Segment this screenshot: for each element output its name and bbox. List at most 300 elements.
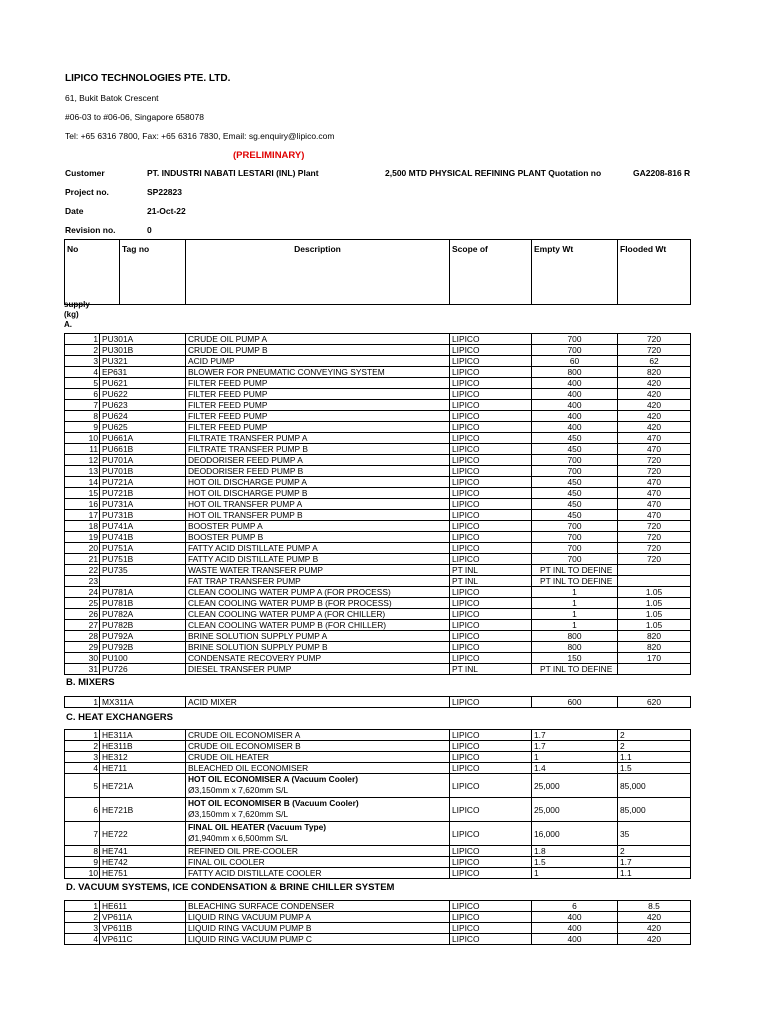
table-row [65,455,691,466]
flooded-weight: 470 [618,510,691,521]
table-row [65,912,691,923]
item-description: BRINE SOLUTION SUPPLY PUMP B [186,642,450,653]
flooded-weight: 62 [618,356,691,367]
flooded-weight: 420 [618,912,691,923]
company-address-line-2: #06-03 to #06-06, Singapore 658078 [65,112,204,122]
item-description [186,730,450,741]
tag-number: HE312 [100,752,186,763]
flooded-weight: 620 [618,697,691,708]
scope-of-supply: LIPICO [450,345,532,356]
scope-of-supply: LIPICO [450,653,532,664]
item-description: CRUDE OIL PUMP A [186,334,450,345]
tag-number: PU625 [100,422,186,433]
scope-of-supply: LIPICO [450,389,532,400]
flooded-weight: 2 [618,730,691,741]
scope-of-supply: LIPICO [450,587,532,598]
pumps-table [64,333,691,675]
scope-of-supply: LIPICO [450,455,532,466]
company-contact: Tel: +65 6316 7800, Fax: +65 6316 7830, Email: sg.enquiry@lipico.com [65,131,335,141]
scope-of-supply: PT INL [450,664,532,675]
tag-number: HE311B [100,741,186,752]
table-row [65,389,691,400]
item-description [186,752,450,763]
empty-weight: 700 [532,455,618,466]
scope-of-supply: LIPICO [450,598,532,609]
item-description: FATTY ACID DISTILLATE PUMP A [186,543,450,554]
scope-of-supply: LIPICO [450,730,532,741]
project-value: SP22823 [147,187,182,197]
empty-weight: 600 [532,697,618,708]
flooded-weight: 470 [618,499,691,510]
tag-number: PU741A [100,521,186,532]
table-row [65,378,691,389]
item-description: FILTRATE TRANSFER PUMP B [186,444,450,455]
item-description: FILTER FEED PUMP [186,389,450,400]
item-description: LIQUID RING VACUUM PUMP A [186,912,450,923]
scope-of-supply: LIPICO [450,422,532,433]
item-description: FILTRATE TRANSFER PUMP A [186,433,450,444]
scope-of-supply: LIPICO [450,466,532,477]
item-number: 19 [65,532,100,543]
item-number: 29 [65,642,100,653]
empty-weight: 700 [532,554,618,565]
item-description: BLOWER FOR PNEUMATIC CONVEYING SYSTEM [186,367,450,378]
flooded-weight: 720 [618,345,691,356]
item-number: 24 [65,587,100,598]
scope-of-supply: LIPICO [450,822,532,846]
item-description: CLEAN COOLING WATER PUMP B (FOR PROCESS) [186,598,450,609]
table-row [65,345,691,356]
scope-of-supply: LIPICO [450,798,532,822]
item-description: HOT OIL TRANSFER PUMP A [186,499,450,510]
tag-number: HE742 [100,857,186,868]
flooded-weight: 35 [618,822,691,846]
tag-number: PU751A [100,543,186,554]
col-no: No [65,240,120,305]
item-description [186,763,450,774]
item-number: 8 [65,846,100,857]
item-number: 7 [65,400,100,411]
item-description: CLEAN COOLING WATER PUMP B (FOR CHILLER) [186,620,450,631]
revision-value: 0 [147,225,152,235]
empty-weight: 400 [532,378,618,389]
tag-number: HE721B [100,798,186,822]
empty-weight: 1 [532,868,618,879]
item-number: 2 [65,741,100,752]
empty-weight: 800 [532,367,618,378]
tag-number: PU781B [100,598,186,609]
empty-weight: 1.5 [532,857,618,868]
tag-number: HE751 [100,868,186,879]
date-label: Date [65,206,84,216]
table-row [65,466,691,477]
tag-number: VP611B [100,923,186,934]
table-row [65,488,691,499]
flooded-weight [618,664,691,675]
empty-weight: 150 [532,653,618,664]
scope-of-supply: LIPICO [450,923,532,934]
item-number: 6 [65,798,100,822]
empty-weight: 700 [532,543,618,554]
kg-label: (kg) [64,310,79,319]
flooded-weight [618,576,691,587]
empty-weight: PT INL TO DEFINE [532,664,618,675]
item-number: 23 [65,576,100,587]
empty-weight: 1 [532,598,618,609]
supply-note [64,300,90,330]
scope-of-supply: LIPICO [450,609,532,620]
item-number: 3 [65,356,100,367]
flooded-weight: 820 [618,642,691,653]
table-row [65,554,691,565]
tag-number: PU701A [100,455,186,466]
table-row [65,334,691,345]
item-description: FILTER FEED PUMP [186,411,450,422]
item-number: 4 [65,934,100,945]
tag-number: PU301B [100,345,186,356]
tag-number: PU661A [100,433,186,444]
heat-exchangers-table [64,729,691,879]
table-row [65,642,691,653]
empty-weight: 1.8 [532,846,618,857]
scope-of-supply: LIPICO [450,477,532,488]
customer-value: PT. INDUSTRI NABATI LESTARI (INL) Plant [147,168,319,178]
flooded-weight: 720 [618,543,691,554]
item-description: CRUDE OIL PUMP B [186,345,450,356]
table-row [65,741,691,752]
flooded-weight: 1.5 [618,763,691,774]
flooded-weight: 1.1 [618,868,691,879]
item-description: DIESEL TRANSFER PUMP [186,664,450,675]
description-title: HOT OIL ECONOMISER B (Vacuum Cooler) [188,798,359,808]
scope-of-supply: LIPICO [450,499,532,510]
scope-of-supply: LIPICO [450,934,532,945]
item-number: 11 [65,444,100,455]
item-number: 2 [65,345,100,356]
table-row [65,664,691,675]
company-name: LIPICO TECHNOLOGIES PTE. LTD. [65,73,231,84]
table-row [65,411,691,422]
item-number: 22 [65,565,100,576]
table-row [65,631,691,642]
item-number: 1 [65,901,100,912]
empty-weight: 800 [532,642,618,653]
item-number: 18 [65,521,100,532]
item-number: 12 [65,455,100,466]
scope-of-supply: LIPICO [450,334,532,345]
empty-weight: 400 [532,934,618,945]
table-row [65,521,691,532]
flooded-weight: 420 [618,923,691,934]
item-number: 7 [65,822,100,846]
tag-number: PU726 [100,664,186,675]
empty-weight: 400 [532,389,618,400]
item-description [186,822,450,846]
scope-of-supply: LIPICO [450,631,532,642]
empty-weight: 25,000 [532,774,618,798]
table-row [65,774,691,798]
table-row [65,477,691,488]
empty-weight: 450 [532,433,618,444]
item-description [186,857,450,868]
item-number: 1 [65,730,100,741]
empty-weight: 1 [532,752,618,763]
item-number: 14 [65,477,100,488]
table-row [65,822,691,846]
description-title: CRUDE OIL ECONOMISER A [188,730,301,740]
description-dimensions: Ø1,940mm x 6,500mm S/L [188,833,289,843]
item-description: DEODORISER FEED PUMP A [186,455,450,466]
table-row [65,499,691,510]
item-description: BLEACHING SURFACE CONDENSER [186,901,450,912]
item-description: FATTY ACID DISTILLATE PUMP B [186,554,450,565]
scope-of-supply: LIPICO [450,532,532,543]
table-row [65,609,691,620]
tag-number: PU701B [100,466,186,477]
col-tag: Tag no [120,240,186,305]
scope-of-supply: LIPICO [450,521,532,532]
tag-number: PU781A [100,587,186,598]
table-row [65,367,691,378]
item-description: LIQUID RING VACUUM PUMP C [186,934,450,945]
table-row [65,422,691,433]
vacuum-systems-table [64,900,691,945]
item-number: 17 [65,510,100,521]
item-number: 9 [65,857,100,868]
tag-number: HE722 [100,822,186,846]
table-row [65,697,691,708]
flooded-weight: 720 [618,554,691,565]
col-empty-wt: Empty Wt [532,240,618,305]
flooded-weight: 2 [618,741,691,752]
company-address-line-1: 61, Bukit Batok Crescent [65,93,159,103]
item-description [186,798,450,822]
table-row [65,598,691,609]
col-scope: Scope of [450,240,532,305]
flooded-weight: 470 [618,433,691,444]
project-label: Project no. [65,187,109,197]
table-row [65,356,691,367]
scope-of-supply: LIPICO [450,400,532,411]
tag-number: PU624 [100,411,186,422]
scope-of-supply: LIPICO [450,510,532,521]
scope-of-supply: LIPICO [450,444,532,455]
tag-number: PU622 [100,389,186,400]
item-description: CLEAN COOLING WATER PUMP A (FOR PROCESS) [186,587,450,598]
tag-number: PU792B [100,642,186,653]
table-row [65,798,691,822]
scope-of-supply: LIPICO [450,857,532,868]
flooded-weight: 470 [618,444,691,455]
scope-of-supply: LIPICO [450,763,532,774]
item-description [186,868,450,879]
description-title: REFINED OIL PRE-COOLER [188,846,298,856]
tag-number: PU621 [100,378,186,389]
item-number: 31 [65,664,100,675]
item-number: 28 [65,631,100,642]
section-c-heading: C. HEAT EXCHANGERS [66,712,173,723]
plant-description: 2,500 MTD PHYSICAL REFINING PLANT Quotation no [385,168,602,178]
table-row [65,653,691,664]
empty-weight: 700 [532,466,618,477]
tag-number: PU731B [100,510,186,521]
tag-number: VP611A [100,912,186,923]
table-row [65,901,691,912]
item-description: FILTER FEED PUMP [186,378,450,389]
item-description: BRINE SOLUTION SUPPLY PUMP A [186,631,450,642]
tag-number: VP611C [100,934,186,945]
description-title: FATTY ACID DISTILLATE COOLER [188,868,322,878]
empty-weight: 400 [532,422,618,433]
customer-label: Customer [65,168,105,178]
empty-weight: 700 [532,345,618,356]
empty-weight: PT INL TO DEFINE [532,565,618,576]
tag-number: MX311A [100,697,186,708]
empty-weight: 6 [532,901,618,912]
description-dimensions: Ø3,150mm x 7,620mm S/L [188,785,289,795]
scope-of-supply: LIPICO [450,697,532,708]
scope-of-supply: LIPICO [450,741,532,752]
tag-number: PU782A [100,609,186,620]
empty-weight: 60 [532,356,618,367]
preliminary-label: (PRELIMINARY) [233,150,305,161]
table-row [65,752,691,763]
empty-weight: 400 [532,912,618,923]
empty-weight: 450 [532,488,618,499]
flooded-weight: 85,000 [618,798,691,822]
scope-of-supply: LIPICO [450,433,532,444]
item-number: 1 [65,334,100,345]
tag-number: PU301A [100,334,186,345]
table-row [65,857,691,868]
empty-weight: 700 [532,532,618,543]
description-title: FINAL OIL HEATER (Vacuum Type) [188,822,327,832]
description-title: CRUDE OIL ECONOMISER B [188,741,301,751]
scope-of-supply: LIPICO [450,752,532,763]
empty-weight: 450 [532,510,618,521]
table-row [65,543,691,554]
item-number: 16 [65,499,100,510]
empty-weight: 1.4 [532,763,618,774]
tag-number: PU623 [100,400,186,411]
table-row [65,587,691,598]
item-number: 9 [65,422,100,433]
empty-weight: 1 [532,587,618,598]
scope-of-supply: LIPICO [450,378,532,389]
item-number: 10 [65,433,100,444]
item-description: BOOSTER PUMP B [186,532,450,543]
scope-of-supply: LIPICO [450,774,532,798]
scope-of-supply: LIPICO [450,901,532,912]
description-title: HOT OIL ECONOMISER A (Vacuum Cooler) [188,774,358,784]
empty-weight: 450 [532,477,618,488]
flooded-weight [618,565,691,576]
tag-number: PU321 [100,356,186,367]
scope-of-supply: LIPICO [450,868,532,879]
flooded-weight: 420 [618,389,691,400]
item-number: 20 [65,543,100,554]
tag-number [100,576,186,587]
flooded-weight: 170 [618,653,691,664]
scope-of-supply: LIPICO [450,912,532,923]
flooded-weight: 720 [618,455,691,466]
scope-of-supply: PT INL [450,576,532,587]
tag-number: PU741B [100,532,186,543]
tag-number: HE721A [100,774,186,798]
item-number: 5 [65,774,100,798]
table-row [65,763,691,774]
flooded-weight: 420 [618,422,691,433]
item-description: WASTE WATER TRANSFER PUMP [186,565,450,576]
tag-number: PU661B [100,444,186,455]
item-description [186,741,450,752]
item-number: 4 [65,763,100,774]
tag-number: PU731A [100,499,186,510]
item-description: FILTER FEED PUMP [186,422,450,433]
empty-weight: 16,000 [532,822,618,846]
item-description: FILTER FEED PUMP [186,400,450,411]
table-row [65,510,691,521]
table-row [65,433,691,444]
item-description: CONDENSATE RECOVERY PUMP [186,653,450,664]
table-row [65,923,691,934]
empty-weight: 400 [532,923,618,934]
scope-of-supply: LIPICO [450,642,532,653]
scope-of-supply: LIPICO [450,846,532,857]
empty-weight: PT INL TO DEFINE [532,576,618,587]
table-row [65,400,691,411]
empty-weight: 800 [532,631,618,642]
item-number: 13 [65,466,100,477]
scope-of-supply: LIPICO [450,620,532,631]
tag-number: HE741 [100,846,186,857]
flooded-weight: 720 [618,532,691,543]
flooded-weight: 1.05 [618,620,691,631]
empty-weight: 1 [532,620,618,631]
tag-number: HE611 [100,901,186,912]
empty-weight: 25,000 [532,798,618,822]
item-description [186,846,450,857]
mixers-table [64,696,691,708]
item-number: 10 [65,868,100,879]
item-description [186,774,450,798]
item-number: 5 [65,378,100,389]
scope-of-supply: PT INL [450,565,532,576]
tag-number: PU792A [100,631,186,642]
tag-number: HE311A [100,730,186,741]
empty-weight: 1.7 [532,730,618,741]
table-row [65,565,691,576]
revision-label: Revision no. [65,225,116,235]
item-number: 30 [65,653,100,664]
table-row [65,846,691,857]
item-description: FAT TRAP TRANSFER PUMP [186,576,450,587]
empty-weight: 450 [532,444,618,455]
empty-weight: 400 [532,411,618,422]
flooded-weight: 1.7 [618,857,691,868]
col-description: Description [186,240,450,305]
flooded-weight: 420 [618,400,691,411]
flooded-weight: 720 [618,521,691,532]
table-row [65,444,691,455]
flooded-weight: 470 [618,477,691,488]
item-number: 25 [65,598,100,609]
empty-weight: 700 [532,334,618,345]
description-title: BLEACHED OIL ECONOMISER [188,763,309,773]
column-header-table [64,239,691,305]
item-description: LIQUID RING VACUUM PUMP B [186,923,450,934]
flooded-weight: 820 [618,367,691,378]
